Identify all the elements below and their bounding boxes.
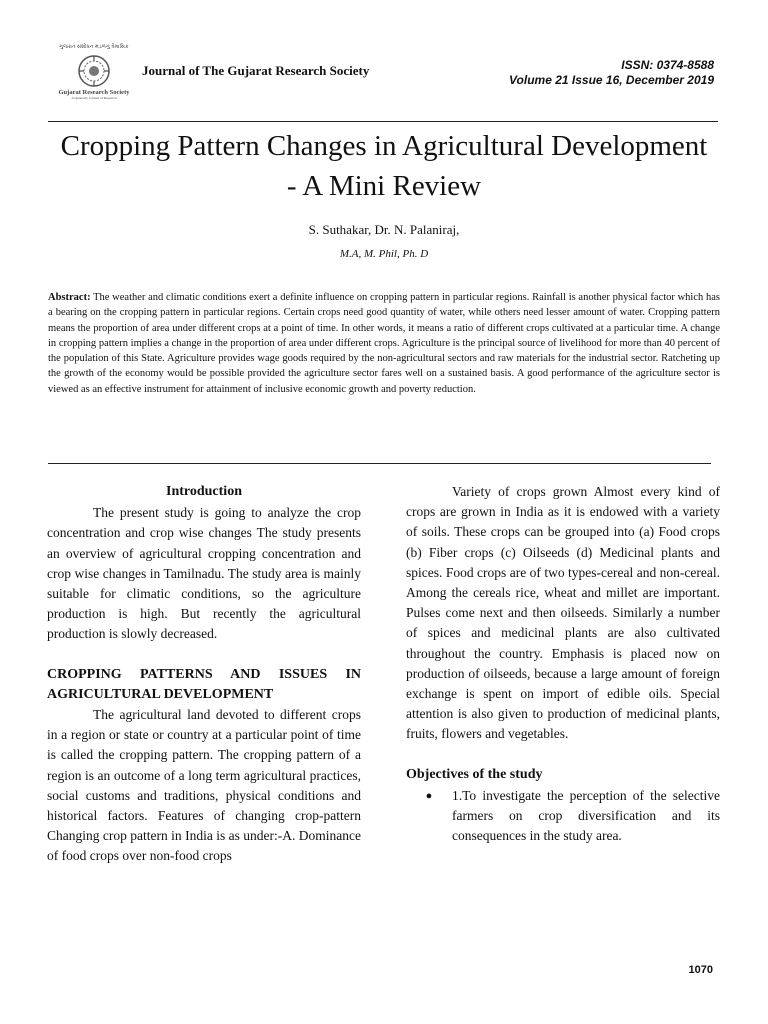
logo-name: Gujarat Research Society bbox=[58, 89, 130, 96]
cropping-patterns-paragraph: The agricultural land devoted to different crops in a region or state or country at a particular point of time is called the cropping pattern. The cropping pattern of a region is an outcome of a long term agricultural practices, social customs and traditions, physical conditions and historical factors. Features of changing crop-pattern Changing crop pattern in India is as under:-A. Dominance of food crops over non-food crops bbox=[47, 707, 361, 864]
issn-number: ISSN: 0374-8588 bbox=[621, 58, 714, 72]
logo-subtitle: A Quarterly Journal of Research bbox=[71, 96, 117, 100]
left-column bbox=[47, 482, 361, 867]
volume-issue: Volume 21 Issue 16, December 2019 bbox=[508, 73, 714, 87]
page-number: 1070 bbox=[688, 964, 713, 976]
objective-text: 1.To investigate the perception of the selective farmers on crop diversification and its consequences in the study area. bbox=[452, 787, 720, 844]
abstract-divider bbox=[48, 463, 711, 464]
objectives-heading: Objectives of the study bbox=[406, 766, 543, 782]
introduction-paragraph: The present study is going to analyze the crop concentration and crop wise changes The study presents an overview of agricultural cropping concentration and crop wise changes in Tamilnadu. The study area is mainly suitable for climatic conditions, so the agriculture production is high. But recently the agricultural production is slowly decreased. bbox=[47, 505, 361, 642]
paper-title: Cropping Pattern Changes in Agricultural Development - A Mini Review bbox=[60, 130, 708, 202]
cropping-patterns-heading: CROPPING PATTERNS AND ISSUES IN AGRICULTURAL DEVELOPMENT bbox=[47, 666, 361, 702]
abstract-label: Abstract: bbox=[48, 292, 91, 303]
variety-of-crops-paragraph: Variety of crops grown Almost every kind of crops are grown in India as it is endowed with a variety of soils. These crops can be grouped into (a) Food crops (b) Fiber crops (c) Oilseeds (d) Medicinal plants and spices. Food crops are of two types-cereal and non-cereal. Among the cereals rice, wheat and millet are important. Pulses come next and then oilseeds. Similarly a number of spices and medicinal plants are also cultivated throughout the country. Emphasis is placed now on production of oilseeds, because a large amount of foreign exchange is spent on import of edible oils. Special attention is also given to production of medicinal plants, fruits, flowers and vegetables. bbox=[406, 484, 720, 742]
bullet-icon: ● bbox=[425, 789, 433, 802]
abstract bbox=[48, 290, 720, 397]
objective-list-item bbox=[406, 786, 720, 847]
logo-script-text: ગુજરાત સંશોધન મંડળનું ત્રૈમાસિક bbox=[59, 45, 129, 50]
issn-block bbox=[509, 58, 714, 88]
author-degrees: M.A, M. Phil, Ph. D bbox=[339, 248, 429, 260]
paper-authors: S. Suthakar, Dr. N. Palaniraj, bbox=[308, 222, 460, 237]
header-divider bbox=[48, 121, 718, 122]
abstract-text: The weather and climatic conditions exert a definite influence on cropping pattern in particular regions. Rainfall is another physical factor which has a bearing on the cropping pattern in particular regions. Certain crops need good quantity of water, while others need lesser amount of water. Cropping pattern means the proportion of area under different crops at a point of time. In other words, it means a ratio of different crops cultivated at a particular time. A change in cropping pattern implies a change in the proportion of area under different crops. Agriculture is the principal source of livelihood for more than 40 percent of the population of this State. Agriculture provides wage goods required by the non-agricultural sectors and raw materials for the industrial sector. Ratcheting up the growth of the economy would be possible provided the agriculture sector fares well on a sustained basis. A good performance of the agriculture sector is viewed as an effective instrument for attainment of inclusive economic growth and poverty reduction. bbox=[48, 292, 720, 395]
emblem-icon bbox=[76, 54, 112, 88]
society-logo bbox=[44, 44, 144, 114]
introduction-heading: Introduction bbox=[166, 484, 242, 499]
right-column bbox=[406, 482, 720, 846]
journal-name: Journal of The Gujarat Research Society bbox=[142, 63, 370, 78]
